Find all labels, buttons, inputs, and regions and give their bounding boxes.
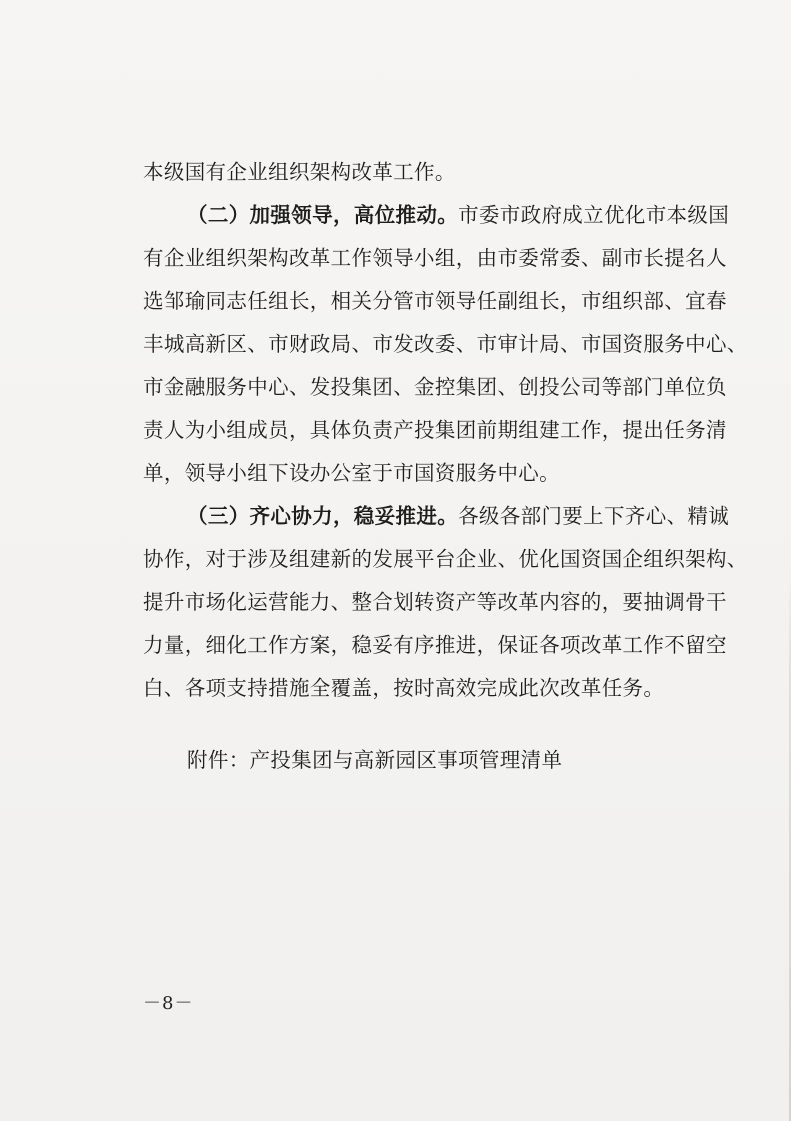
attachment-line: 附件：产投集团与高新园区事项管理清单 xyxy=(187,748,563,772)
body-line-12 xyxy=(143,633,727,657)
body-line-8 xyxy=(143,461,560,485)
body-line-11 xyxy=(143,590,727,614)
line-text: 本级国有企业组织架构改革工作。 xyxy=(143,160,456,184)
body-line-4 xyxy=(143,289,727,313)
line-text: 协作，对于涉及组建新的发展平台企业、优化国资国企组织架构、 xyxy=(143,547,748,571)
section-heading-3: （三）齐心协力，稳妥推进。 xyxy=(187,504,459,528)
body-line-2 xyxy=(187,203,729,227)
body-line-5 xyxy=(143,332,748,356)
line-text: 力量，细化工作方案，稳妥有序推进，保证各项改革工作不留空 xyxy=(143,633,727,657)
line-text: 有企业组织架构改革工作领导小组，由市委常委、副市长提名人 xyxy=(143,246,727,270)
line-text: 单，领导小组下设办公室于市国资服务中心。 xyxy=(143,461,560,485)
body-line-3 xyxy=(143,246,727,270)
body-line-1 xyxy=(143,160,456,184)
body-line-13 xyxy=(143,676,664,700)
line-text: 提升市场化运营能力、整合划转资产等改革内容的，要抽调骨干 xyxy=(143,590,727,614)
line-text: 市金融服务中心、发投集团、金控集团、创投公司等部门单位负 xyxy=(143,375,727,399)
line-text: 选邹瑜同志任组长，相关分管市领导任副组长，市组织部、宜春 xyxy=(143,289,727,313)
body-line-7 xyxy=(143,418,727,442)
line-text: 各级各部门要上下齐心、精诚 xyxy=(458,504,730,528)
section-heading-2: （二）加强领导，高位推动。 xyxy=(187,203,459,227)
body-line-9 xyxy=(187,504,729,528)
line-text: 丰城高新区、市财政局、市发改委、市审计局、市国资服务中心、 xyxy=(143,332,748,356)
line-text: 白、各项支持措施全覆盖，按时高效完成此次改革任务。 xyxy=(143,676,665,700)
line-text: 市委市政府成立优化市本级国 xyxy=(458,203,730,227)
body-line-10 xyxy=(143,547,748,571)
page-number: －8－ xyxy=(143,993,194,1014)
body-line-6 xyxy=(143,375,727,399)
line-text: 责人为小组成员，具体负责产投集团前期组建工作，提出任务清 xyxy=(143,418,727,442)
